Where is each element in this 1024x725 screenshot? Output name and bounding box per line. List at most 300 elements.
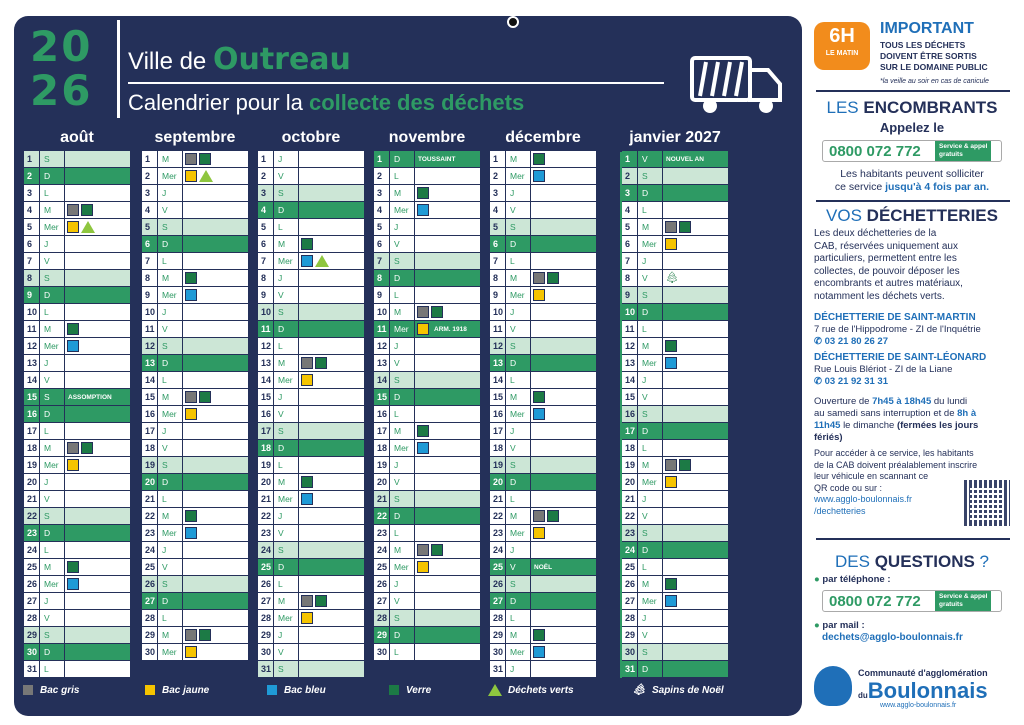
collection-bins xyxy=(301,595,327,607)
cell-divider xyxy=(298,508,299,525)
important-line2: DOIVENT ÊTRE SORTIS xyxy=(880,51,977,61)
day-row xyxy=(258,457,364,474)
cell-divider xyxy=(64,287,65,304)
weekday: Mer xyxy=(510,528,525,538)
cell-divider xyxy=(157,457,158,474)
day-row xyxy=(258,202,364,219)
weekday: D xyxy=(510,358,517,368)
day-number: 16 xyxy=(145,409,156,419)
day-number: 17 xyxy=(145,426,156,436)
weekday: J xyxy=(162,426,167,436)
day-row xyxy=(374,542,480,559)
hours-3b: le dimanche xyxy=(843,420,895,431)
cell-divider xyxy=(662,423,663,440)
day-row xyxy=(490,508,596,525)
logo-line1: Communauté d'agglomération xyxy=(858,668,988,678)
cell-divider xyxy=(298,253,299,270)
weekday: J xyxy=(510,426,515,436)
weekday: V xyxy=(510,324,516,334)
day-number: 21 xyxy=(377,494,388,504)
cell-divider xyxy=(298,202,299,219)
cell-divider xyxy=(530,202,531,219)
cell-divider xyxy=(662,236,663,253)
cell-divider xyxy=(182,576,183,593)
cell-divider xyxy=(298,440,299,457)
dech-p5: encombrants et autres matériaux, xyxy=(814,278,963,289)
cell-divider xyxy=(182,508,183,525)
weekday: L xyxy=(394,409,399,419)
day-row xyxy=(258,219,364,236)
cell-divider xyxy=(64,508,65,525)
cell-divider xyxy=(157,423,158,440)
weekday: V xyxy=(44,256,50,266)
cell-divider xyxy=(637,202,638,219)
day-number: 11 xyxy=(145,324,155,334)
day-number: 26 xyxy=(261,579,272,589)
weekday: L xyxy=(510,613,515,623)
weekday: L xyxy=(44,545,49,555)
weekday: V xyxy=(162,205,168,215)
day-number: 30 xyxy=(625,647,636,657)
hours-1c: du lundi xyxy=(933,396,968,407)
day-row xyxy=(490,304,596,321)
cell-divider xyxy=(530,287,531,304)
day-row xyxy=(490,576,596,593)
day-row xyxy=(142,525,248,542)
day-number: 13 xyxy=(145,358,156,368)
day-number: 17 xyxy=(625,426,636,436)
cell-divider xyxy=(530,321,531,338)
cell-divider xyxy=(414,389,415,406)
collection-bins xyxy=(301,255,329,267)
day-number: 8 xyxy=(261,273,267,283)
collection-bins xyxy=(417,323,429,335)
cell-divider xyxy=(298,185,299,202)
day-number: 25 xyxy=(145,562,156,572)
cell-divider xyxy=(64,151,65,168)
cell-divider xyxy=(662,627,663,644)
cell-divider xyxy=(662,457,663,474)
year-separator xyxy=(620,152,622,678)
cell-divider xyxy=(389,372,390,389)
legend-bleu-label: Bac bleu xyxy=(284,684,326,696)
day-row xyxy=(24,202,130,219)
day-row xyxy=(374,406,480,423)
cell-divider xyxy=(298,338,299,355)
cell-divider xyxy=(389,168,390,185)
day-row xyxy=(490,406,596,423)
cell-divider xyxy=(273,593,274,610)
day-number: 21 xyxy=(145,494,156,504)
cell-divider xyxy=(389,576,390,593)
day-row xyxy=(258,542,364,559)
collection-bins xyxy=(185,153,211,165)
weekday: S xyxy=(278,545,284,555)
cell-divider xyxy=(182,219,183,236)
day-number: 25 xyxy=(493,562,504,572)
cell-divider xyxy=(64,168,65,185)
day-row xyxy=(24,372,130,389)
day-number: 19 xyxy=(625,460,636,470)
cell-divider xyxy=(414,644,415,661)
cell-divider xyxy=(273,236,274,253)
cell-divider xyxy=(414,559,415,576)
cell-divider xyxy=(530,593,531,610)
divider xyxy=(816,200,1010,202)
cell-divider xyxy=(530,406,531,423)
day-row xyxy=(374,423,480,440)
weekday: S xyxy=(278,664,284,674)
cell-divider xyxy=(182,202,183,219)
cell-divider xyxy=(182,610,183,627)
hours-4: fériés) xyxy=(814,432,843,443)
weekday: J xyxy=(44,596,49,606)
hours-3c: (fermées les jours xyxy=(896,420,979,431)
bac-jaune-icon xyxy=(67,459,79,471)
bac-verre-icon xyxy=(185,510,197,522)
day-row xyxy=(258,372,364,389)
cell-divider xyxy=(505,270,506,287)
cell-divider xyxy=(389,508,390,525)
cell-divider xyxy=(530,304,531,321)
bac-verre-icon xyxy=(679,221,691,233)
question-mail-address[interactable]: dechets@agglo-boulonnais.fr xyxy=(822,632,963,643)
day-row xyxy=(622,389,728,406)
cell-divider xyxy=(157,610,158,627)
cell-divider xyxy=(182,457,183,474)
day-number: 20 xyxy=(377,477,388,487)
cell-divider xyxy=(273,627,274,644)
weekday: M xyxy=(162,630,170,640)
collection-bins xyxy=(665,238,677,250)
day-row xyxy=(622,627,728,644)
day-number: 1 xyxy=(145,154,151,164)
day-number: 6 xyxy=(625,239,631,249)
cell-divider xyxy=(505,525,506,542)
day-row xyxy=(622,185,728,202)
hours-1b: 7h45 à 18h45 xyxy=(872,396,932,407)
cell-divider xyxy=(64,355,65,372)
day-number: 24 xyxy=(493,545,504,555)
decheteries-text xyxy=(814,228,1012,303)
day-row xyxy=(374,219,480,236)
cell-divider xyxy=(157,236,158,253)
legend-jaune-label: Bac jaune xyxy=(162,684,210,696)
weekday: M xyxy=(278,596,286,606)
day-row xyxy=(622,576,728,593)
q-title-b: QUESTIONS xyxy=(874,552,975,571)
hours-3a: 11h45 xyxy=(814,420,841,431)
cell-divider xyxy=(505,151,506,168)
cell-divider xyxy=(530,525,531,542)
acc-2: de la CAB doivent préalablement inscrire xyxy=(814,459,978,470)
cell-divider xyxy=(530,542,531,559)
weekday: M xyxy=(278,239,286,249)
day-row xyxy=(490,542,596,559)
day-number: 18 xyxy=(493,443,504,453)
day-row xyxy=(622,236,728,253)
garbage-truck-icon xyxy=(688,52,786,116)
acc-link-1[interactable]: www.agglo-boulonnais.fr xyxy=(814,494,913,504)
cell-divider xyxy=(637,457,638,474)
cell-divider xyxy=(182,406,183,423)
cell-divider xyxy=(157,474,158,491)
day-row xyxy=(490,321,596,338)
weekday: Mer xyxy=(278,494,293,504)
day-number: 30 xyxy=(377,647,388,657)
weekday: M xyxy=(510,630,518,640)
cell-divider xyxy=(662,355,663,372)
weekday: V xyxy=(162,562,168,572)
weekday: M xyxy=(394,545,402,555)
question-mail-label xyxy=(814,620,865,633)
day-number: 5 xyxy=(27,222,33,232)
encombrants-phone[interactable] xyxy=(822,140,1002,162)
collection-bins xyxy=(185,527,197,539)
cell-divider xyxy=(298,474,299,491)
weekday: V xyxy=(394,358,400,368)
holiday-label: ASSOMPTION xyxy=(68,394,112,401)
cell-divider xyxy=(298,610,299,627)
day-number: 9 xyxy=(145,290,151,300)
day-row xyxy=(24,559,130,576)
weekday: J xyxy=(162,188,167,198)
day-row xyxy=(374,270,480,287)
collection-bins xyxy=(185,170,213,182)
day-number: 28 xyxy=(145,613,156,623)
cell-divider xyxy=(414,355,415,372)
day-number: 8 xyxy=(27,273,33,283)
weekday: Mer xyxy=(162,290,177,300)
weekday: Mer xyxy=(44,460,59,470)
cell-divider xyxy=(39,423,40,440)
collection-bins xyxy=(665,595,677,607)
cell-divider xyxy=(637,423,638,440)
cell-divider xyxy=(389,627,390,644)
cell-divider xyxy=(389,355,390,372)
weekday: L xyxy=(394,171,399,181)
weekday: V xyxy=(642,392,648,402)
cell-divider xyxy=(414,202,415,219)
cell-divider xyxy=(414,576,415,593)
cell-divider xyxy=(530,372,531,389)
cell-divider xyxy=(389,491,390,508)
city-name: Outreau xyxy=(212,42,351,77)
weekday: L xyxy=(642,562,647,572)
bac-jaune-icon xyxy=(185,170,197,182)
day-row xyxy=(490,661,596,678)
calendar-title-bold: collecte des déchets xyxy=(309,90,525,115)
weekday: L xyxy=(510,256,515,266)
badge-time: 6H xyxy=(829,25,855,47)
day-row xyxy=(490,253,596,270)
bac-bleu-icon xyxy=(185,527,197,539)
weekday: D xyxy=(642,664,649,674)
legend-bleu xyxy=(266,684,388,696)
questions-phone[interactable] xyxy=(822,590,1002,612)
cell-divider xyxy=(505,219,506,236)
collection-bins xyxy=(533,510,559,522)
weekday: D xyxy=(278,562,285,572)
weekday: L xyxy=(162,375,167,385)
cell-divider xyxy=(637,440,638,457)
cell-divider xyxy=(389,270,390,287)
decheteries-title xyxy=(810,206,1014,226)
weekday: S xyxy=(162,222,168,232)
day-number: 12 xyxy=(27,341,38,351)
acc-link-2[interactable]: /dechetteries xyxy=(814,505,866,516)
weekday: S xyxy=(44,154,50,164)
cell-divider xyxy=(157,491,158,508)
weekday: D xyxy=(278,324,285,334)
day-number: 23 xyxy=(261,528,272,538)
weekday: V xyxy=(278,171,284,181)
collection-bins xyxy=(67,442,93,454)
bac-bleu-icon xyxy=(67,578,79,590)
saint-martin-tel[interactable] xyxy=(814,336,888,349)
saint-leonard-tel[interactable] xyxy=(814,376,888,389)
important-line1: TOUS LES DÉCHETS xyxy=(880,40,966,50)
weekday: S xyxy=(394,256,400,266)
holiday-label: ARM. 1918 xyxy=(434,326,467,333)
cell-divider xyxy=(389,185,390,202)
weekday: L xyxy=(278,460,283,470)
cell-divider xyxy=(414,627,415,644)
qr-code[interactable] xyxy=(964,480,1010,526)
collection-bins xyxy=(417,425,429,437)
cell-divider xyxy=(389,202,390,219)
cell-divider xyxy=(64,474,65,491)
weekday: L xyxy=(642,443,647,453)
phone-number: 0800 072 772 xyxy=(829,142,921,160)
weekday: Mer xyxy=(394,324,409,334)
day-number: 13 xyxy=(261,358,272,368)
day-number: 25 xyxy=(27,562,38,572)
day-row xyxy=(490,236,596,253)
collection-bins xyxy=(533,391,545,403)
day-row xyxy=(490,491,596,508)
day-number: 26 xyxy=(493,579,504,589)
acc-3: leur véhicule en scannant ce xyxy=(814,471,929,481)
weekday: J xyxy=(44,358,49,368)
cell-divider xyxy=(298,406,299,423)
day-number: 3 xyxy=(27,188,33,198)
day-row xyxy=(258,644,364,661)
day-row xyxy=(622,355,728,372)
collection-bins xyxy=(185,646,197,658)
weekday: M xyxy=(642,222,650,232)
bac-bleu-icon xyxy=(266,684,278,696)
cell-divider xyxy=(389,423,390,440)
day-row xyxy=(622,593,728,610)
sapin-icon: 🌲︎ xyxy=(632,684,646,696)
day-number: 26 xyxy=(145,579,156,589)
day-row xyxy=(490,270,596,287)
weekday: V xyxy=(162,324,168,334)
weekday: Mer xyxy=(278,256,293,266)
cell-divider xyxy=(637,253,638,270)
weekday: M xyxy=(642,341,650,351)
cell-divider xyxy=(662,661,663,678)
day-number: 17 xyxy=(261,426,272,436)
weekday: Mer xyxy=(162,171,177,181)
cell-divider xyxy=(273,321,274,338)
bac-verre-icon xyxy=(199,391,211,403)
cell-divider xyxy=(414,270,415,287)
day-row xyxy=(622,423,728,440)
month-column xyxy=(622,128,728,678)
month-column xyxy=(490,128,596,678)
day-number: 5 xyxy=(625,222,631,232)
cell-divider xyxy=(157,406,158,423)
day-row xyxy=(490,202,596,219)
cell-divider xyxy=(182,559,183,576)
day-number: 20 xyxy=(625,477,636,487)
day-number: 26 xyxy=(625,579,636,589)
weekday: Mer xyxy=(44,579,59,589)
collection-bins xyxy=(533,408,545,420)
day-row xyxy=(24,627,130,644)
weekday: S xyxy=(162,341,168,351)
weekday: M xyxy=(510,273,518,283)
day-number: 18 xyxy=(625,443,636,453)
weekday: M xyxy=(162,392,170,402)
cell-divider xyxy=(530,559,531,576)
day-number: 27 xyxy=(261,596,272,606)
bac-gris-icon xyxy=(533,272,545,284)
collection-bins xyxy=(533,272,559,284)
month-title: août xyxy=(60,129,94,146)
cell-divider xyxy=(662,593,663,610)
bac-jaune-icon xyxy=(185,646,197,658)
cell-divider xyxy=(273,576,274,593)
day-row xyxy=(142,338,248,355)
enc-text-2a: ce service xyxy=(834,180,883,193)
saint-martin-address: 7 rue de l'Hippodrome - ZI de l'Inquétrie xyxy=(814,324,981,335)
cell-divider xyxy=(637,474,638,491)
bac-gris-icon xyxy=(67,442,79,454)
cell-divider xyxy=(530,270,531,287)
legend-gris xyxy=(22,684,144,696)
cell-divider xyxy=(39,270,40,287)
day-row xyxy=(24,457,130,474)
bac-verre-icon xyxy=(315,595,327,607)
cell-divider xyxy=(39,491,40,508)
day-row xyxy=(24,253,130,270)
day-row xyxy=(24,661,130,678)
day-row xyxy=(24,321,130,338)
bac-verre-icon xyxy=(417,425,429,437)
cell-divider xyxy=(273,457,274,474)
day-row xyxy=(622,287,728,304)
cell-divider xyxy=(505,355,506,372)
cell-divider xyxy=(389,236,390,253)
day-row xyxy=(258,321,364,338)
day-number: 3 xyxy=(625,188,631,198)
weekday: Mer xyxy=(278,375,293,385)
day-number: 11 xyxy=(493,324,503,334)
weekday: L xyxy=(394,528,399,538)
bac-jaune-icon xyxy=(417,561,429,573)
cell-divider xyxy=(182,338,183,355)
cell-divider xyxy=(64,457,65,474)
collection-bins xyxy=(665,340,677,352)
cell-divider xyxy=(157,627,158,644)
cell-divider xyxy=(414,287,415,304)
weekday: S xyxy=(162,460,168,470)
cell-divider xyxy=(64,644,65,661)
collection-bins xyxy=(417,544,443,556)
